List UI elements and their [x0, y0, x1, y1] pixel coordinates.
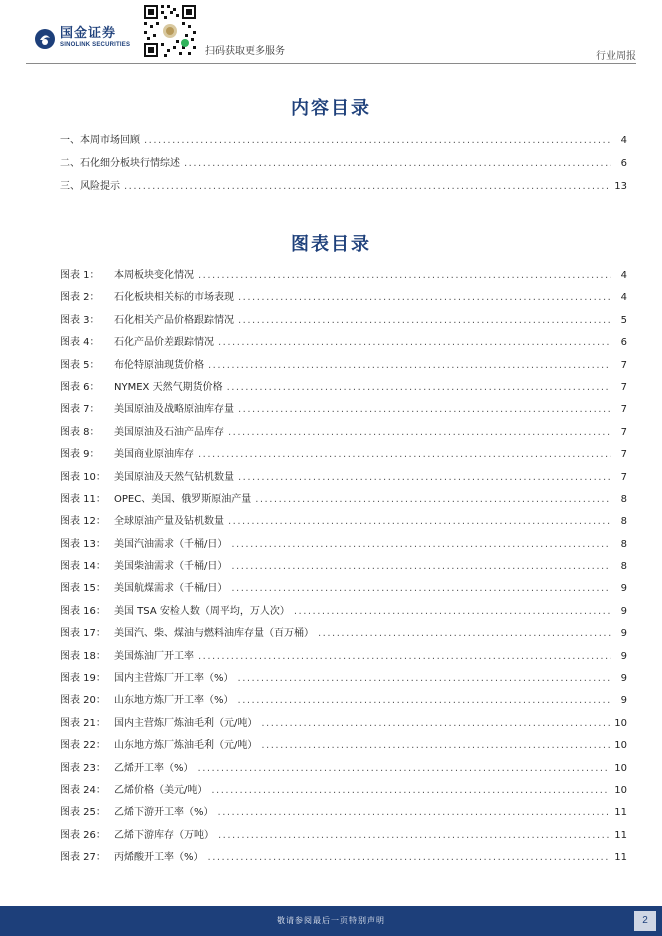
toc-leader-dots — [238, 668, 611, 690]
figure-entry-title: 全球原油产量及钻机数量 — [114, 516, 224, 528]
figure-toc-list — [60, 265, 627, 870]
figure-entry-page: 7 — [620, 449, 627, 461]
toc-leader-dots — [231, 556, 611, 578]
toc-leader-dots — [238, 399, 611, 421]
toc-leader-dots — [208, 847, 611, 869]
figure-toc-heading: 图表目录 — [291, 234, 371, 255]
figure-toc-entry[interactable] — [60, 355, 627, 377]
figure-entry-title: 国内主营炼厂开工率（%） — [114, 673, 234, 685]
figure-entry-title: 乙烯下游开工率（%） — [114, 807, 214, 819]
toc-leader-dots — [218, 332, 611, 354]
figure-entry-page: 9 — [620, 605, 627, 617]
toc-entry[interactable] — [60, 129, 627, 152]
figure-toc-entry[interactable] — [60, 489, 627, 511]
figure-toc-entry[interactable] — [60, 399, 627, 421]
figure-entry-page: 4 — [620, 270, 627, 281]
figure-entry-page: 7 — [620, 381, 627, 393]
figure-toc-entry[interactable] — [60, 780, 627, 802]
toc-leader-dots — [261, 713, 610, 735]
toc-leader-dots — [255, 489, 611, 511]
toc-leader-dots — [228, 422, 611, 444]
figure-entry-title: 本周板块变化情况 — [114, 270, 194, 281]
figure-toc-entry[interactable] — [60, 265, 627, 287]
figure-entry-number: 图表 16： — [60, 605, 106, 617]
figure-entry-page: 9 — [620, 695, 627, 707]
figure-entry-title: 美国柴油需求（千桶/日） — [114, 561, 228, 573]
figure-entry-title: 石化板块相关标的市场表现 — [114, 292, 234, 304]
toc-entry[interactable] — [60, 175, 627, 198]
qr-code-icon[interactable] — [141, 2, 199, 60]
toc-leader-dots — [227, 377, 611, 399]
figure-entry-title: 石化相关产品价格跟踪情况 — [114, 314, 234, 326]
figure-entry-page: 10 — [614, 740, 627, 752]
figure-entry-page: 7 — [620, 426, 627, 438]
figure-entry-page: 10 — [614, 762, 627, 774]
toc-entry-page: 4 — [620, 135, 627, 146]
figure-toc-entry[interactable] — [60, 444, 627, 466]
figure-toc-entry[interactable] — [60, 578, 627, 600]
toc-leader-dots — [318, 623, 611, 645]
figure-toc-entry[interactable] — [60, 534, 627, 556]
toc-leader-dots — [261, 735, 610, 757]
figure-entry-number: 图表 25： — [60, 807, 106, 819]
figure-toc-entry[interactable] — [60, 623, 627, 645]
figure-entry-number: 图表 2： — [60, 292, 100, 304]
figure-entry-title: 山东地方炼厂开工率（%） — [114, 695, 234, 707]
content-toc-list — [60, 129, 627, 198]
figure-entry-title: 美国原油及石油产品库存 — [114, 426, 224, 438]
figure-entry-page: 9 — [620, 673, 627, 685]
sinolink-logo-icon — [34, 28, 56, 50]
header-divider — [26, 63, 636, 64]
figure-entry-page: 7 — [620, 471, 627, 483]
figure-entry-title: 乙烯开工率（%） — [114, 762, 194, 774]
figure-entry-page: 11 — [614, 829, 627, 841]
toc-leader-dots — [238, 690, 611, 712]
figure-toc-entry[interactable] — [60, 332, 627, 354]
toc-entry-number: 二、 — [60, 158, 80, 169]
toc-leader-dots — [294, 601, 611, 623]
toc-leader-dots — [208, 355, 611, 377]
figure-entry-number: 图表 1： — [60, 270, 100, 281]
figure-toc-entry[interactable] — [60, 713, 627, 735]
figure-entry-page: 8 — [620, 493, 627, 505]
figure-entry-page: 9 — [620, 628, 627, 640]
figure-toc-entry[interactable] — [60, 287, 627, 309]
disclaimer-notice: 敬请参阅最后一页特别声明 — [277, 916, 385, 925]
toc-leader-dots — [184, 152, 611, 175]
figure-entry-title: 丙烯酸开工率（%） — [114, 852, 204, 864]
figure-entry-number: 图表 27： — [60, 852, 106, 864]
figure-toc-entry[interactable] — [60, 467, 627, 489]
figure-entry-page: 10 — [614, 717, 627, 729]
report-type-label: 行业周报 — [596, 51, 636, 62]
figure-entry-number: 图表 14： — [60, 561, 106, 573]
figure-entry-page: 9 — [620, 650, 627, 662]
figure-toc-entry[interactable] — [60, 601, 627, 623]
figure-entry-number: 图表 26： — [60, 829, 106, 841]
figure-entry-title: 美国 TSA 安检人数（周平均，万人次） — [114, 605, 290, 617]
toc-leader-dots — [198, 758, 611, 780]
figure-entry-number: 图表 13： — [60, 538, 106, 550]
figure-entry-title: OPEC、美国、俄罗斯原油产量 — [114, 493, 252, 505]
page-header — [0, 0, 662, 64]
figure-entry-number: 图表 7： — [60, 404, 100, 416]
figure-toc-entry[interactable] — [60, 690, 627, 712]
figure-entry-page: 9 — [620, 583, 627, 595]
toc-heading: 内容目录 — [291, 98, 371, 119]
figure-entry-page: 8 — [620, 538, 627, 550]
figure-entry-page: 4 — [620, 292, 627, 304]
figure-entry-title: 乙烯下游库存（万吨） — [114, 829, 214, 841]
figure-entry-title: 布伦特原油现货价格 — [114, 359, 204, 371]
figure-entry-page: 5 — [620, 314, 627, 326]
toc-leader-dots — [228, 511, 611, 533]
toc-entry-number: 一、 — [60, 135, 80, 146]
figure-entry-page: 8 — [620, 561, 627, 573]
figure-entry-title: 美国商业原油库存 — [114, 449, 194, 461]
figure-entry-number: 图表 8： — [60, 426, 100, 438]
figure-entry-number: 图表 20： — [60, 695, 106, 707]
figure-entry-page: 10 — [614, 784, 627, 796]
figure-entry-number: 图表 4： — [60, 337, 100, 349]
figure-entry-title: 美国汽、柴、煤油与燃料油库存量（百万桶） — [114, 628, 314, 640]
toc-leader-dots — [198, 444, 611, 466]
figure-entry-number: 图表 9： — [60, 449, 100, 461]
figure-toc-entry[interactable] — [60, 556, 627, 578]
figure-toc-entry[interactable] — [60, 310, 627, 332]
toc-leader-dots — [238, 287, 611, 309]
toc-leader-dots — [218, 802, 611, 824]
toc-leader-dots — [238, 310, 611, 332]
toc-leader-dots — [198, 265, 611, 287]
toc-entry-number: 三、 — [60, 181, 80, 192]
toc-entry-page: 6 — [620, 158, 627, 169]
figure-entry-number: 图表 19： — [60, 673, 106, 685]
figure-entry-title: 乙烯价格（美元/吨） — [114, 784, 208, 796]
figure-entry-number: 图表 17： — [60, 628, 106, 640]
toc-entry-title: 本周市场回顾 — [80, 135, 140, 146]
figure-entry-page: 11 — [614, 807, 627, 819]
figure-toc-entry[interactable] — [60, 668, 627, 690]
figure-entry-number: 图表 6： — [60, 381, 100, 393]
scan-for-services-text: 扫码获取更多服务 — [205, 46, 285, 57]
toc-entry-title: 风险提示 — [80, 181, 120, 192]
figure-entry-title: 石化产品价差跟踪情况 — [114, 337, 214, 349]
toc-leader-dots — [211, 780, 610, 802]
toc-leader-dots — [238, 467, 611, 489]
page-number: 2 — [634, 911, 656, 931]
toc-leader-dots — [144, 129, 611, 152]
figure-entry-title: 美国原油及天然气钻机数量 — [114, 471, 234, 483]
company-logo — [34, 27, 130, 50]
figure-entry-number: 图表 11： — [60, 493, 106, 505]
toc-leader-dots — [231, 578, 611, 600]
figure-entry-page: 8 — [620, 516, 627, 528]
figure-entry-number: 图表 23： — [60, 762, 106, 774]
figure-entry-title: 美国炼油厂开工率 — [114, 650, 194, 662]
figure-entry-page: 6 — [620, 337, 627, 349]
toc-leader-dots — [231, 534, 611, 556]
figure-entry-page: 7 — [620, 404, 627, 416]
figure-toc-entry[interactable] — [60, 825, 627, 847]
figure-entry-title: 美国航煤需求（千桶/日） — [114, 583, 228, 595]
figure-toc-entry[interactable] — [60, 377, 627, 399]
toc-entry-page: 13 — [614, 181, 627, 192]
figure-entry-title: 国内主营炼厂炼油毛利（元/吨） — [114, 717, 258, 729]
figure-entry-number: 图表 15： — [60, 583, 106, 595]
toc-leader-dots — [124, 175, 610, 198]
figure-toc-entry[interactable] — [60, 422, 627, 444]
figure-entry-number: 图表 3： — [60, 314, 100, 326]
figure-entry-number: 图表 5： — [60, 359, 100, 371]
toc-entry[interactable] — [60, 152, 627, 175]
figure-entry-title: 山东地方炼厂炼油毛利（元/吨） — [114, 740, 258, 752]
toc-leader-dots — [198, 646, 611, 668]
figure-toc-entry[interactable] — [60, 511, 627, 533]
toc-entry-title: 石化细分板块行情综述 — [80, 158, 180, 169]
figure-entry-number: 图表 21： — [60, 717, 106, 729]
figure-entry-number: 图表 12： — [60, 516, 106, 528]
figure-entry-title: 美国原油及战略原油库存量 — [114, 404, 234, 416]
figure-entry-number: 图表 18： — [60, 650, 106, 662]
figure-entry-number: 图表 24： — [60, 784, 106, 796]
toc-leader-dots — [218, 825, 610, 847]
figure-toc-entry[interactable] — [60, 735, 627, 757]
logo-chinese-name: 国金证券 — [60, 26, 117, 41]
logo-english-name: SINOLINK SECURITIES — [60, 42, 131, 48]
figure-toc-entry[interactable] — [60, 847, 627, 869]
page-footer — [0, 906, 662, 936]
figure-toc-entry[interactable] — [60, 646, 627, 668]
figure-entry-page: 11 — [614, 852, 627, 864]
figure-entry-title: NYMEX 天然气期货价格 — [114, 381, 223, 393]
figure-entry-title: 美国汽油需求（千桶/日） — [114, 538, 228, 550]
figure-entry-page: 7 — [620, 359, 627, 371]
figure-entry-number: 图表 22： — [60, 740, 106, 752]
figure-entry-number: 图表 10： — [60, 471, 106, 483]
figure-toc-entry[interactable] — [60, 802, 627, 824]
figure-toc-entry[interactable] — [60, 758, 627, 780]
